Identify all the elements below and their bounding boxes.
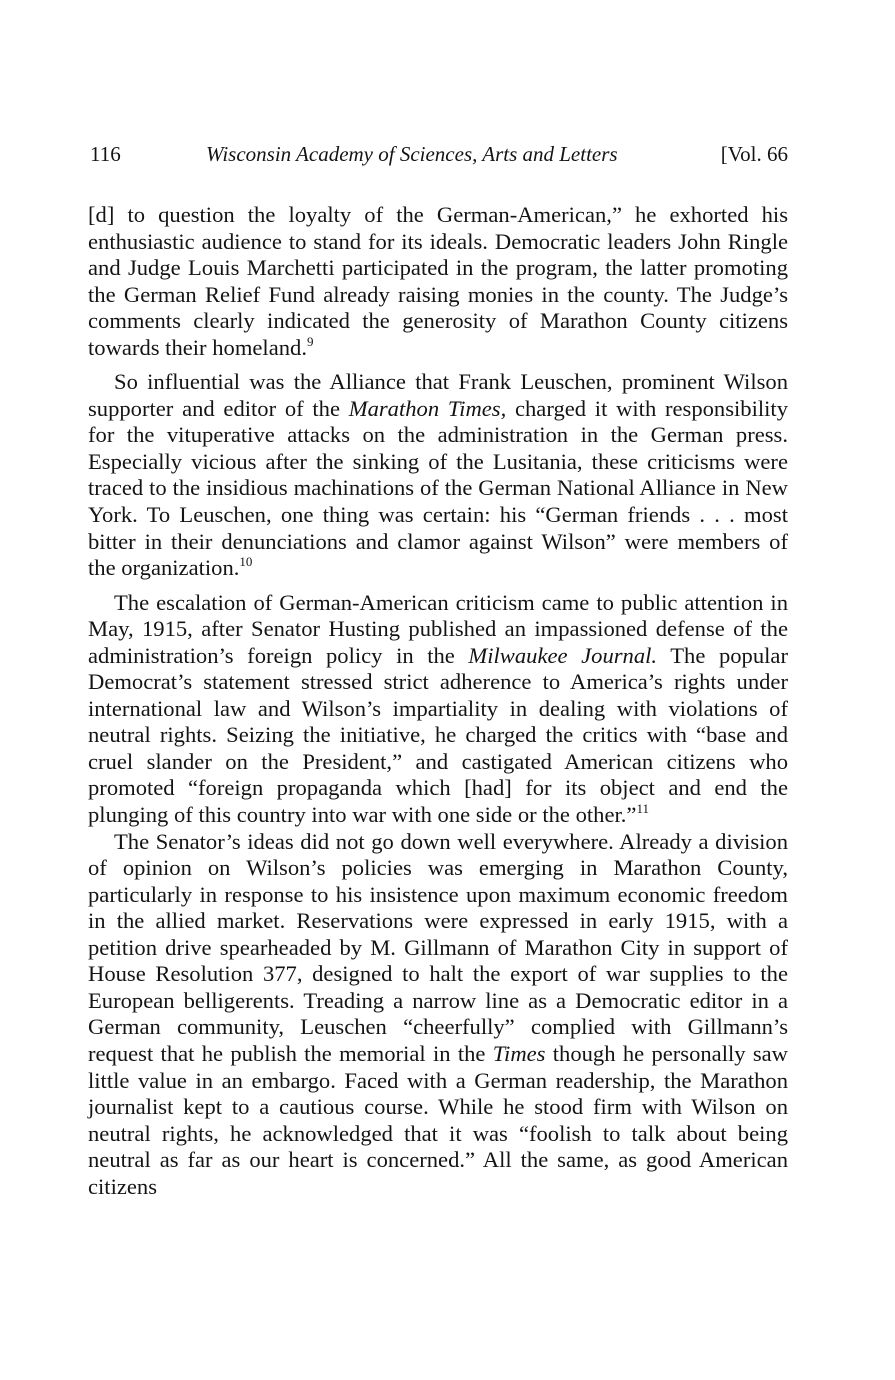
page-number: 116 <box>90 142 121 166</box>
paragraph-text: So influential was the Alliance that Frank Leuschen, prominent Wilson supporter and editor of the <box>88 369 788 421</box>
paragraph-4 <box>88 829 788 1201</box>
footnote-ref-9: 9 <box>306 333 314 349</box>
body-text <box>88 202 788 1200</box>
volume-label: [Vol. 66 <box>720 142 788 166</box>
paragraph-1 <box>88 202 788 361</box>
newspaper-title: Times <box>492 1040 546 1066</box>
paragraph-3 <box>88 590 788 829</box>
paragraph-2 <box>88 369 788 581</box>
running-head <box>88 142 788 176</box>
newspaper-title: Milwaukee Journal. <box>468 642 658 668</box>
paragraph-text: charged it with responsibility for the vituperative attacks on the administration in the German press. Especially vicious after the sinking of the Lusitania, these criticisms were traced to the insidious machinations of the German National Alliance in New York. To Leuschen, one thing was certain: his “German friends . . . most bitter in their denunciations and clamor against Wilson” were members of the organization. <box>88 395 789 581</box>
footnote-ref-10: 10 <box>239 554 253 570</box>
paragraph-text: [d] to question the loyalty of the German-American,” he exhorted his enthusiastic audience to stand for its ideals. Democratic leaders John Ringle and Judge Louis Marchetti participated in the program, the latter promoting the German Relief Fund already raising monies in the county. The Judge’s comments clearly indicated the generosity of Marathon County citizens towards their homeland. <box>88 202 788 360</box>
paragraph-text: The popular Democrat’s statement stressed strict adherence to America’s rights under international law and Wilson’s impartiality in dealing with violations of neutral rights. Seizing the initiative, he charged the critics with “base and cruel slander on the President,” and castigated American citizens who promoted “foreign propaganda which [had] for its object and end the plunging of this country into war with one side or the other.” <box>88 642 788 828</box>
newspaper-title: Marathon Times, <box>348 395 507 421</box>
paragraph-text: The Senator’s ideas did not go down well everywhere. Already a division of opinion on Wilson’s policies was emerging in Marathon County, particularly in response to his insistence upon maximum economic freedom in the allied market. Reservations were expressed in early 1915, with a petition drive spearheaded by M. Gillmann of Marathon City in support of House Resolution 377, designed to halt the export of war supplies to the European belligerents. Treading a narrow line as a Democratic editor in a German community, Leuschen “cheerfully” complied with Gillmann’s request that he publish the memorial in the <box>88 828 788 1066</box>
page <box>88 142 788 1200</box>
paragraph-text: though he personally saw little value in an embargo. Faced with a German readership, the Marathon journalist kept to a cautious course. While he stood firm with Wilson on neutral rights, he acknowledged that it was “foolish to talk about being neutral as far as our heart is concerned.” All the same, as good American citizens <box>88 1040 789 1199</box>
footnote-ref-11: 11 <box>636 801 649 817</box>
journal-title: Wisconsin Academy of Sciences, Arts and Letters <box>206 142 618 166</box>
paragraph-text: The escalation of German-American criticism came to public attention in May, 1915, after Senator Husting published an impassioned defense of the administration’s foreign policy in the <box>88 589 788 668</box>
